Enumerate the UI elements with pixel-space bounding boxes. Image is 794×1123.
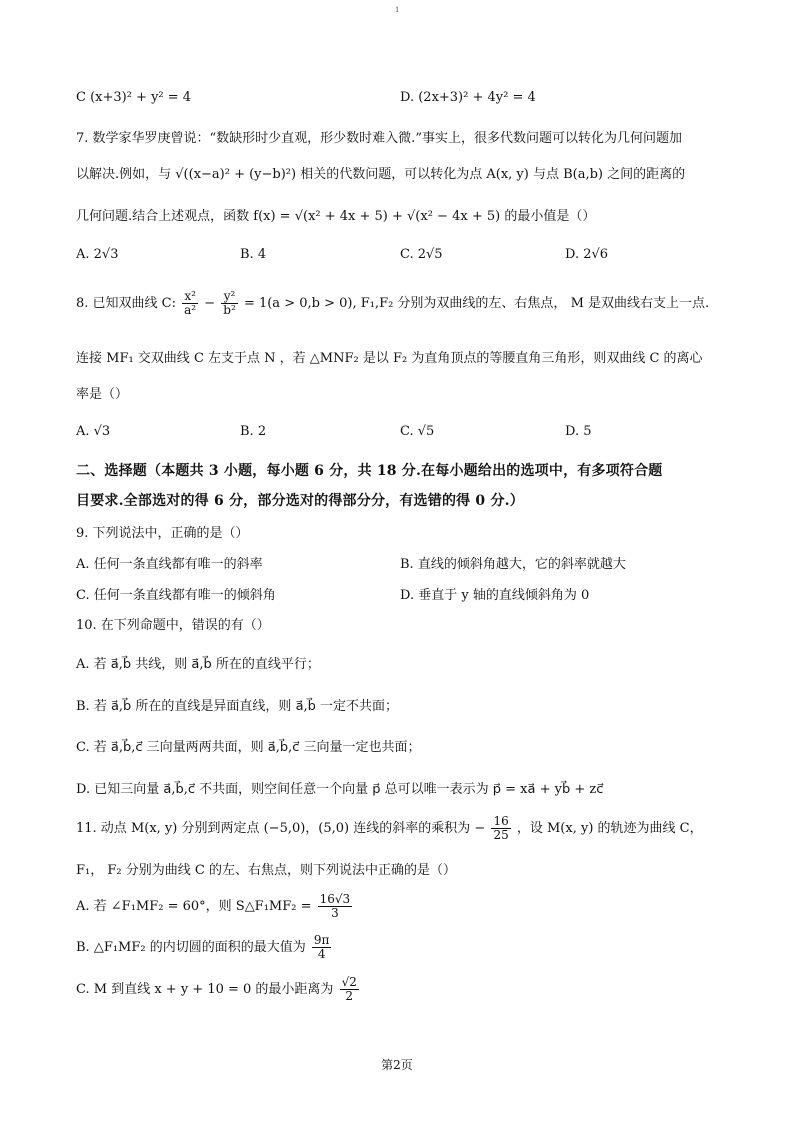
q11-stem-line1 — [76, 815, 703, 842]
q11-option-c-text: C. M 到直线 x + y + 10 = 0 的最小距离为 — [76, 982, 334, 998]
q8-fraction-y-denominator: b² — [223, 303, 236, 318]
q11-stem-suffix: ，设 M(x, y) 的轨迹为曲线 C， — [516, 821, 703, 837]
q9-option-a: A. 任何一条直线都有唯一的斜率 — [76, 557, 263, 572]
q10-stem: 10. 在下列命题中，错误的有（） — [76, 618, 270, 633]
q6-option-d: D. (2x+3)² + 4y² = 4 — [400, 90, 536, 105]
q7-stem-line2: 以解决.例如，与 √((x−a)² + (y−b)²) 相关的代数问题，可以转化为点 A(x, y) 与点 B(a,b) 之间的距离的 — [76, 167, 686, 182]
q11-slope-product-fraction — [491, 815, 510, 842]
q8-stem-prefix: 8. 已知双曲线 C: — [76, 296, 176, 312]
q11-option-b — [76, 934, 333, 961]
q7-option-b: B. 4 — [240, 247, 267, 262]
q11-option-a-fraction — [318, 893, 353, 920]
q8-fraction-y-numerator: y² — [221, 290, 238, 304]
q7-option-d: D. 2√6 — [565, 247, 609, 262]
q11-option-c-fraction — [340, 976, 359, 1003]
q8-option-d: D. 5 — [565, 424, 592, 439]
q11-option-c — [76, 976, 361, 1003]
q8-stem-suffix: = 1(a > 0,b > 0), F₁,F₂ 分别为双曲线的左、右焦点， M 是双曲线右支上一点. — [243, 296, 710, 312]
q11-option-a — [76, 893, 354, 920]
q7-option-c: C. 2√5 — [400, 247, 443, 262]
q8-fraction-x-denominator: a² — [184, 303, 197, 318]
q9-option-d: D. 垂直于 y 轴的直线倾斜角为 0 — [400, 588, 590, 603]
section-heading-line1: 二、选择题（本题共 3 小题，每小题 6 分，共 18 分.在每小题给出的选项中，有多项符合题 — [76, 463, 663, 479]
q10-option-c: C. 若 a⃗,b⃗,c⃗ 三向量两两共面，则 a⃗,b⃗,c⃗ 三向量一定也共面； — [76, 740, 421, 755]
page-footer: 第2页 — [381, 1058, 413, 1072]
q10-option-d: D. 已知三向量 a⃗,b⃗,c⃗ 不共面，则空间任意一个向量 p⃗ 总可以唯一表示为 p⃗ = xa⃗ + yb⃗ + zc⃗ — [76, 782, 604, 797]
q8-option-b: B. 2 — [240, 424, 267, 439]
q9-option-c: C. 任何一条直线都有唯一的倾斜角 — [76, 588, 276, 603]
q11-fraction-numerator: 16 — [493, 814, 509, 828]
q11-stem-line2: F₁， F₂ 分别为曲线 C 的左、右焦点，则下列说法中正确的是（） — [76, 863, 456, 878]
q11-option-b-fraction — [312, 934, 332, 961]
q8-minus-sign: − — [204, 296, 216, 312]
q10-option-a: A. 若 a⃗,b⃗ 共线，则 a⃗,b⃗ 所在的直线平行； — [76, 657, 320, 672]
q11-option-a-denominator: 3 — [331, 906, 339, 921]
q11-fraction-denominator: 25 — [493, 828, 509, 843]
q8-fraction-x — [182, 290, 198, 317]
q8-option-a: A. √3 — [76, 424, 111, 439]
q8-stem-line1 — [76, 290, 709, 317]
q11-option-c-denominator: 2 — [345, 989, 354, 1004]
q11-option-a-numerator: 16√3 — [319, 892, 351, 906]
q11-option-b-denominator: 4 — [317, 947, 326, 962]
q7-stem-line3: 几何问题.结合上述观点，函数 f(x) = √(x² + 4x + 5) + √(x² − 4x + 5) 的最小值是（） — [76, 209, 596, 224]
q7-option-a: A. 2√3 — [76, 247, 119, 262]
q8-stem-line3: 率是（） — [76, 387, 129, 402]
q8-option-c: C. √5 — [400, 424, 435, 439]
q9-stem: 9. 下列说法中，正确的是（） — [76, 526, 249, 541]
q7-stem-line1: 7. 数学家华罗庚曾说：“数缺形时少直观，形少数时难入微.”事实上，很多代数问题可以转化为几何问题加 — [76, 131, 682, 146]
q8-fraction-y — [221, 290, 238, 317]
q8-stem-line2: 连接 MF₁ 交双曲线 C 左支于点 N ，若 △MNF₂ 是以 F₂ 为直角顶点的等腰直角三角形，则双曲线 C 的离心 — [76, 351, 703, 366]
q10-option-b: B. 若 a⃗,b⃗ 所在的直线是异面直线，则 a⃗,b⃗ 一定不共面； — [76, 699, 399, 714]
q11-option-b-text: B. △F₁MF₂ 的内切圆的面积的最大值为 — [76, 940, 306, 956]
section-heading-line2: 目要求.全部选对的得 6 分，部分选对的得部分分，有选错的得 0 分.） — [76, 493, 524, 509]
page-mark: 1 — [395, 6, 400, 14]
q11-option-b-numerator: 9π — [313, 933, 330, 947]
q8-fraction-x-numerator: x² — [182, 290, 198, 304]
q11-option-c-numerator: √2 — [341, 975, 357, 989]
q11-option-a-text: A. 若 ∠F₁MF₂ = 60°，则 S△F₁MF₂ = — [76, 899, 312, 915]
q11-stem-prefix: 11. 动点 M(x, y) 分别到两定点 (−5,0)，(5,0) 连线的斜率的乘积为 − — [76, 821, 486, 837]
q9-option-b: B. 直线的倾斜角越大，它的斜率就越大 — [400, 557, 626, 572]
q6-option-c: C (x+3)² + y² = 4 — [76, 90, 192, 105]
